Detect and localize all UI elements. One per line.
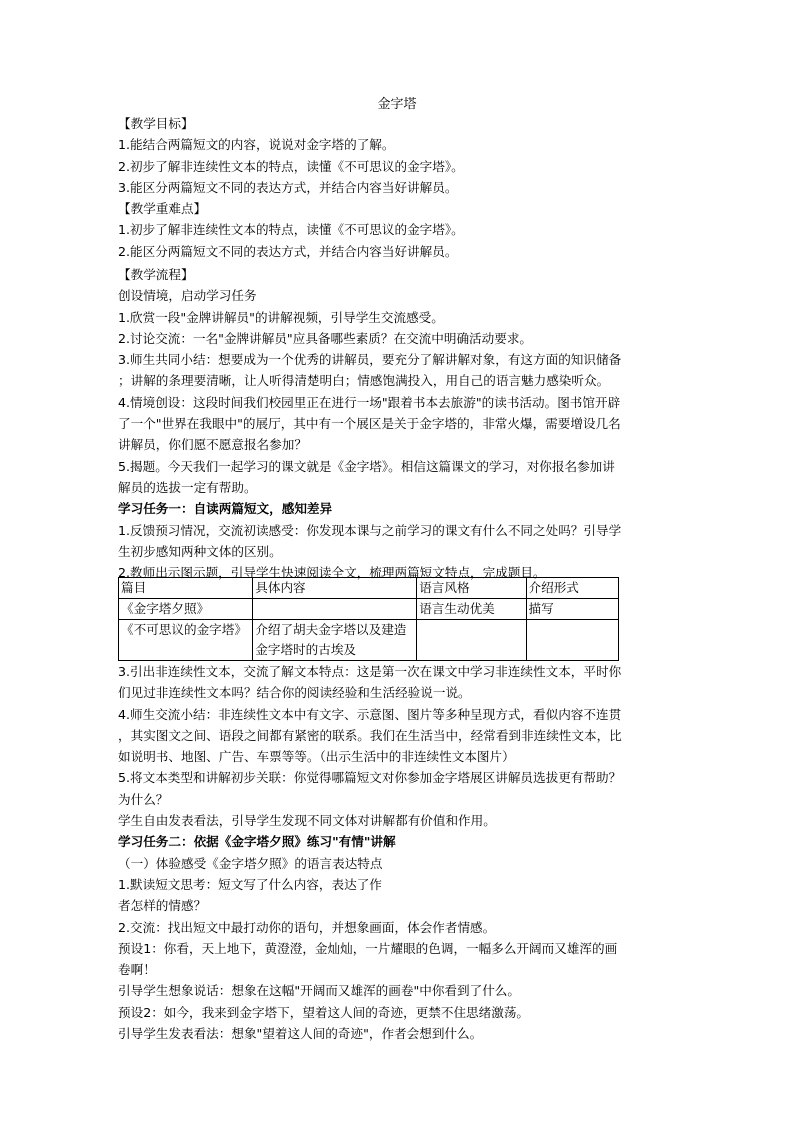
table-cell: 描写 [526,599,618,620]
paragraph-line: ；讲解的条理要清晰，让人听得清楚明白；情感饱满投入，用自己的语言魅力感染听众。 [118,373,610,389]
table-header-cell: 语言风格 [417,578,526,599]
paragraph-line: 1.反馈预习情况，交流初读感受：你发现本课与之前学习的课文有什么不同之处吗？引导学 [118,522,622,538]
paragraph-line: 预设1：你看，天上地下，黄澄澄，金灿灿，一片耀眼的色调，一幅多么开阔而又雄浑的画 [118,940,618,956]
page-title: 金字塔 [377,97,417,112]
paragraph-line: 4.情境创设：这段时间我们校园里正在进行一场"跟着书本去旅游"的读书活动。图书馆开辟 [118,394,621,410]
table-cell [526,620,618,661]
table-header-cell: 介绍形式 [526,578,618,599]
table-header-cell: 具体内容 [253,578,417,599]
process-section [118,264,678,583]
table-cell: 语言生动优美 [417,599,526,620]
paragraph-line: 2.交流：找出短文中最打动你的语句，并想象画面，体会作者情感。 [118,919,496,935]
paragraph-line: 2.初步了解非连续性文本的特点，读懂《不可思议的金字塔》。 [118,158,464,174]
paragraph-line: 2.教师出示图示题，引导学生快速阅读全文，梳理两篇短文特点，完成题目。 [118,565,546,581]
paragraph-line: 5.将文本类型和讲解初步关联：你觉得哪篇短文对你参加金字塔展区讲解员选拔更有帮助？ [118,770,622,786]
heading-key-points: 【教学重难点】 [118,201,207,217]
table-row [119,599,619,620]
paragraph-line: 解员的选拔一定有帮助。 [118,479,257,495]
paragraph-line: 学生自由发表看法，引导学生发现不同文体对讲解都有价值和作用。 [118,813,496,829]
task-heading: 学习任务二：依据《金字塔夕照》练习"有情"讲解 [118,834,396,850]
paragraph-line: 2.讨论交流：一名"金牌讲解员"应具备哪些素质？在交流中明确活动要求。 [118,330,533,346]
paragraph-line: 1.初步了解非连续性文本的特点，读懂《不可思议的金字塔》。 [118,222,464,238]
paragraph-line: 4.师生交流小结：非连续性文本中有文字、示意图、图片等多种呈现方式，看似内容不连贯 [118,706,622,722]
paragraph-line: 3.师生共同小结：想要成为一个优秀的讲解员，要充分了解讲解对象，有这方面的知识储备 [118,352,622,368]
paragraph-line: 1.欣赏一段"金牌讲解员"的讲解视频，引导学生交流感受。 [118,309,444,325]
paragraph-line: 为什么？ [118,791,169,807]
paragraph-line: 5.揭题。今天我们一起学习的课文就是《金字塔》。相信这篇课文的学习，对你报名参加讲 [118,458,615,474]
paragraph-line: ，其实图文之间、语段之间都有紧密的联系。我们在生活当中，经常看到非连续性文本，比 [118,727,622,743]
paragraph-line: （一）体验感受《金字塔夕照》的语言表达特点 [118,855,383,871]
continuation-section [118,661,678,1044]
objectives-section [118,113,678,262]
heading-process: 【教学流程】 [118,267,194,282]
paragraph-line: 引导学生发表看法：想象"望着这人间的奇迹"，作者会想到什么。 [118,1026,483,1042]
paragraph-line: 者怎样的情感？ [118,898,207,914]
comparison-table [118,577,619,661]
task-heading: 学习任务一：自读两篇短文，感知差异 [118,501,333,517]
paragraph-line: 3.引出非连续性文本，交流了解文本特点：这是第一次在课文中学习非连续性文本，平时你 [118,664,622,679]
table-row [119,620,619,661]
paragraph-line: 如说明书、地图、广告、车票等等。（出示生活中的非连续性文本图片） [118,749,515,765]
table-cell: 介绍了胡夫金字塔以及建造金字塔时的古埃及 [253,620,417,661]
table-cell: 《不可思议的金字塔》 [119,620,253,661]
table-cell [417,620,526,661]
paragraph-line: 1.能结合两篇短文的内容，说说对金字塔的了解。 [118,137,395,153]
paragraph-line: 们见过非连续性文本吗？结合你的阅读经验和生活经验说一说。 [118,685,471,701]
paragraph-line: 生初步感知两种文体的区别。 [118,543,282,559]
table-cell [253,599,417,620]
table-cell: 《金字塔夕照》 [119,599,253,620]
paragraph-line: 2.能区分两篇短文不同的表达方式，并结合内容当好讲解员。 [118,243,458,259]
paragraph-line: 预设2：如今，我来到金字塔下，望着这人间的奇迹，更禁不住思绪激荡。 [118,1004,530,1020]
heading-objectives: 【教学目标】 [118,116,194,131]
table-header-row [119,578,619,599]
paragraph-line: 引导学生想象说话：想象在这幅"开阔而又雄浑的画卷"中你看到了什么。 [118,983,520,999]
paragraph-line: 3.能区分两篇短文不同的表达方式，并结合内容当好讲解员。 [118,179,458,195]
table-header-cell: 篇目 [119,578,253,599]
paragraph-line: 1.默读短文思考：短文写了什么内容，表达了作 [118,876,382,892]
paragraph-line: 了一个"世界在我眼中"的展厅，其中有一个展区是关于金字塔的，非常火爆，需要增设几名 [118,416,621,432]
paragraph-line: 讲解员，你们愿不愿意报名参加？ [118,437,307,453]
paragraph-line: 创设情境，启动学习任务 [118,288,257,304]
paragraph-line: 卷啊！ [118,962,156,978]
